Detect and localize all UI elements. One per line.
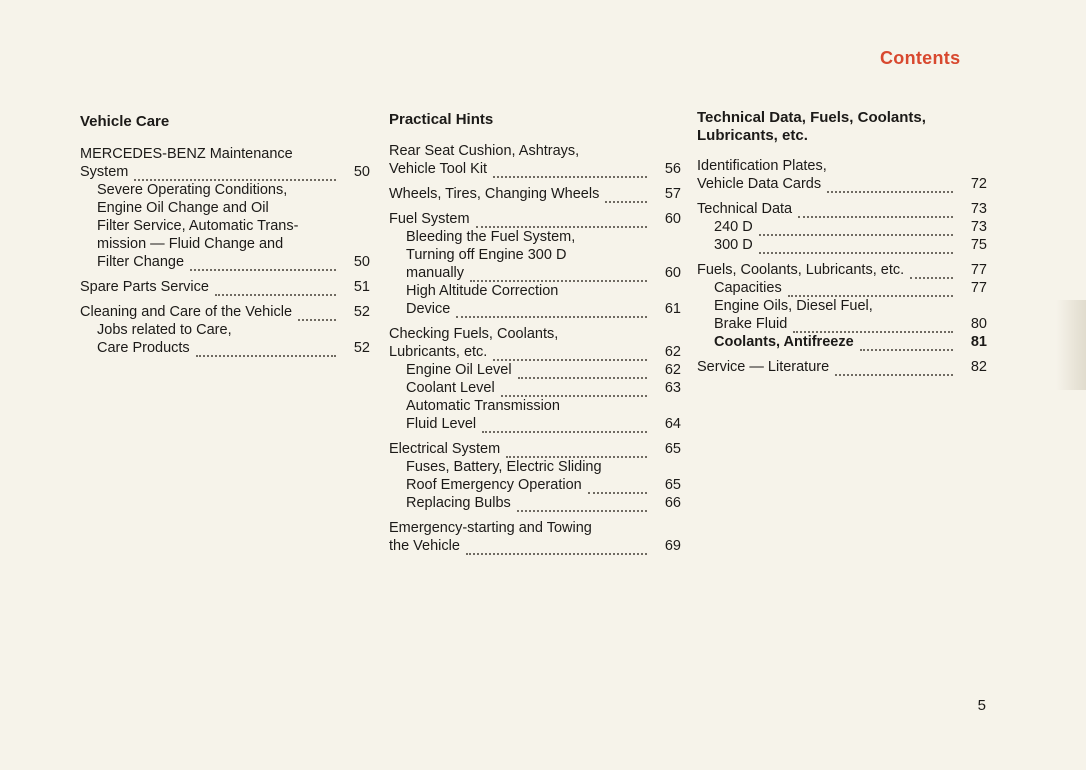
toc-line-text: Device: [406, 301, 451, 317]
toc-line-text: Care Products: [97, 340, 190, 356]
toc-page-number: 60: [664, 211, 681, 227]
dot-leader: [493, 163, 647, 178]
dot-leader: [196, 342, 336, 357]
toc-line: [697, 261, 987, 279]
toc-line: [80, 339, 370, 357]
dot-leader: [466, 540, 647, 555]
toc-page-number: 75: [970, 237, 987, 253]
toc-line-text: Engine Oil Level: [406, 362, 512, 378]
toc-line-text: Spare Parts Service: [80, 279, 209, 295]
toc-line: [389, 228, 681, 246]
toc-line: [389, 185, 681, 203]
dot-leader: [476, 213, 647, 228]
toc-entries: [80, 145, 370, 357]
dot-leader: [215, 281, 336, 296]
dot-leader: [190, 256, 336, 271]
toc-line-text: mission — Fluid Change and: [97, 236, 284, 252]
toc-line-text: the Vehicle: [389, 538, 460, 554]
toc-page-number: 52: [353, 304, 370, 320]
toc-line: [80, 278, 370, 296]
toc-page-number: 73: [970, 201, 987, 217]
toc-page-number: 82: [970, 359, 987, 375]
toc-entry: [389, 185, 681, 203]
toc-page-number: 50: [353, 164, 370, 180]
toc-line-text: Identification Plates,: [697, 158, 827, 174]
toc-line-text: Engine Oils, Diesel Fuel,: [714, 298, 873, 314]
toc-line: [389, 142, 681, 160]
dot-leader: [835, 361, 953, 376]
dot-leader: [759, 221, 953, 236]
toc-line: [389, 264, 681, 282]
toc-page-number: 64: [664, 416, 681, 432]
toc-line: [389, 160, 681, 178]
dot-leader: [788, 282, 953, 297]
toc-line-text: Jobs related to Care,: [97, 322, 232, 338]
toc-column-technical-data: [697, 109, 987, 383]
toc-line-text: Lubricants, etc.: [389, 344, 488, 360]
toc-line: [697, 358, 987, 376]
dot-leader: [827, 178, 953, 193]
toc-line: [389, 458, 681, 476]
toc-line: [389, 494, 681, 512]
dot-leader: [910, 264, 953, 279]
toc-line-text: Severe Operating Conditions,: [97, 182, 288, 198]
toc-line-text: Fluid Level: [406, 416, 477, 432]
toc-line-text: Service — Literature: [697, 359, 830, 375]
section-heading: Practical Hints: [389, 111, 494, 128]
toc-line: [389, 476, 681, 494]
toc-line-text: Electrical System: [389, 441, 501, 457]
toc-line: [697, 333, 987, 351]
toc-line-text: Vehicle Tool Kit: [389, 161, 488, 177]
toc-page-number: 65: [664, 477, 681, 493]
toc-line: [389, 282, 681, 300]
toc-page-number: 66: [664, 495, 681, 511]
toc-line-text: Capacities: [714, 280, 782, 296]
toc-page-number: 61: [664, 301, 681, 317]
toc-line: [389, 415, 681, 433]
toc-line-text: Fuels, Coolants, Lubricants, etc.: [697, 262, 905, 278]
dot-leader: [470, 267, 647, 282]
dot-leader: [759, 239, 953, 254]
toc-entries: [389, 142, 681, 555]
dot-leader: [517, 497, 647, 512]
toc-line: [697, 218, 987, 236]
toc-entry: [697, 200, 987, 254]
toc-line: [80, 199, 370, 217]
toc-line: [80, 163, 370, 181]
toc-line: [697, 175, 987, 193]
toc-line: [389, 537, 681, 555]
dot-leader: [134, 166, 336, 181]
toc-entry: [389, 519, 681, 555]
toc-entry: [389, 210, 681, 318]
toc-entry: [697, 157, 987, 193]
dot-leader: [798, 203, 953, 218]
toc-page-number: 60: [664, 265, 681, 281]
toc-line-text: Automatic Transmission: [406, 398, 560, 414]
dot-leader: [793, 318, 953, 333]
toc-line: [389, 397, 681, 415]
toc-line-text: Technical Data: [697, 201, 793, 217]
toc-line-text: Vehicle Data Cards: [697, 176, 822, 192]
toc-line: [80, 303, 370, 321]
toc-line-text: Engine Oil Change and Oil: [97, 200, 269, 216]
toc-page-number: 50: [353, 254, 370, 270]
page-edge-shadow: [1056, 300, 1086, 390]
toc-page-number: 73: [970, 219, 987, 235]
toc-line: [80, 321, 370, 339]
toc-line-text: 240 D: [714, 219, 753, 235]
toc-line: [697, 315, 987, 333]
dot-leader: [518, 364, 647, 379]
toc-line: [80, 235, 370, 253]
toc-line: [389, 361, 681, 379]
toc-page-number: 77: [970, 262, 987, 278]
toc-page-number: 52: [353, 340, 370, 356]
dot-leader: [456, 303, 647, 318]
toc-line-text: Wheels, Tires, Changing Wheels: [389, 186, 600, 202]
toc-line-text: High Altitude Correction: [406, 283, 559, 299]
toc-page-number: 72: [970, 176, 987, 192]
toc-line-text: MERCEDES-BENZ Maintenance: [80, 146, 293, 162]
toc-page-number: 57: [664, 186, 681, 202]
toc-page-number: 62: [664, 344, 681, 360]
toc-column-vehicle-care: [80, 113, 370, 364]
toc-page-number: 63: [664, 380, 681, 396]
toc-line: [389, 246, 681, 264]
toc-entry: [80, 278, 370, 296]
toc-line-text: Cleaning and Care of the Vehicle: [80, 304, 293, 320]
toc-entry: [389, 325, 681, 433]
toc-entry: [80, 145, 370, 271]
toc-entries: [697, 157, 987, 376]
toc-page-number: 51: [353, 279, 370, 295]
toc-line-text: Brake Fluid: [714, 316, 788, 332]
toc-line: [80, 253, 370, 271]
toc-line: [389, 300, 681, 318]
toc-line: [389, 440, 681, 458]
toc-line: [697, 279, 987, 297]
toc-line: [697, 236, 987, 254]
toc-line: [389, 343, 681, 361]
toc-entry: [389, 142, 681, 178]
toc-line: [389, 325, 681, 343]
toc-line-text: System: [80, 164, 129, 180]
toc-line-text: Bleeding the Fuel System,: [406, 229, 576, 245]
dot-leader: [605, 188, 647, 203]
toc-line-text: Roof Emergency Operation: [406, 477, 582, 493]
toc-line-text: Coolants, Antifreeze: [714, 334, 854, 350]
toc-entry: [389, 440, 681, 512]
toc-column-practical-hints: [389, 111, 681, 562]
dot-leader: [493, 346, 647, 361]
dot-leader: [860, 336, 953, 351]
dot-leader: [588, 479, 647, 494]
toc-line: [389, 379, 681, 397]
toc-line-text: Filter Change: [97, 254, 185, 270]
toc-entry: [697, 261, 987, 351]
toc-line-text: Emergency-starting and Towing: [389, 520, 592, 536]
toc-line-text: Fuses, Battery, Electric Sliding: [406, 459, 602, 475]
section-heading: Technical Data, Fuels, Coolants, Lubricants, etc.: [697, 109, 926, 144]
toc-line: [80, 145, 370, 163]
toc-line: [389, 519, 681, 537]
toc-line: [389, 210, 681, 228]
toc-page-number: 65: [664, 441, 681, 457]
toc-line-text: Fuel System: [389, 211, 470, 227]
toc-page-number: 62: [664, 362, 681, 378]
toc-line-text: Checking Fuels, Coolants,: [389, 326, 559, 342]
toc-line-text: Rear Seat Cushion, Ashtrays,: [389, 143, 580, 159]
toc-entry: [80, 303, 370, 357]
toc-line-text: manually: [406, 265, 465, 281]
dot-leader: [506, 443, 647, 458]
toc-page-number: 80: [970, 316, 987, 332]
toc-page-number: 56: [664, 161, 681, 177]
toc-line: [697, 200, 987, 218]
toc-line-text: Filter Service, Automatic Trans-: [97, 218, 299, 234]
toc-line: [697, 297, 987, 315]
dot-leader: [482, 418, 647, 433]
toc-line: [80, 217, 370, 235]
toc-line-text: 300 D: [714, 237, 753, 253]
dot-leader: [298, 306, 336, 321]
toc-page-number: 77: [970, 280, 987, 296]
toc-line: [697, 157, 987, 175]
page-title: Contents: [880, 48, 961, 68]
toc-line-text: Coolant Level: [406, 380, 495, 396]
toc-line-text: Replacing Bulbs: [406, 495, 511, 511]
toc-line: [80, 181, 370, 199]
toc-page-number: 81: [970, 334, 987, 350]
toc-line-text: Turning off Engine 300 D: [406, 247, 567, 263]
page-number: 5: [977, 697, 986, 714]
toc-entry: [697, 358, 987, 376]
dot-leader: [501, 382, 647, 397]
section-heading: Vehicle Care: [80, 113, 170, 130]
toc-page-number: 69: [664, 538, 681, 554]
